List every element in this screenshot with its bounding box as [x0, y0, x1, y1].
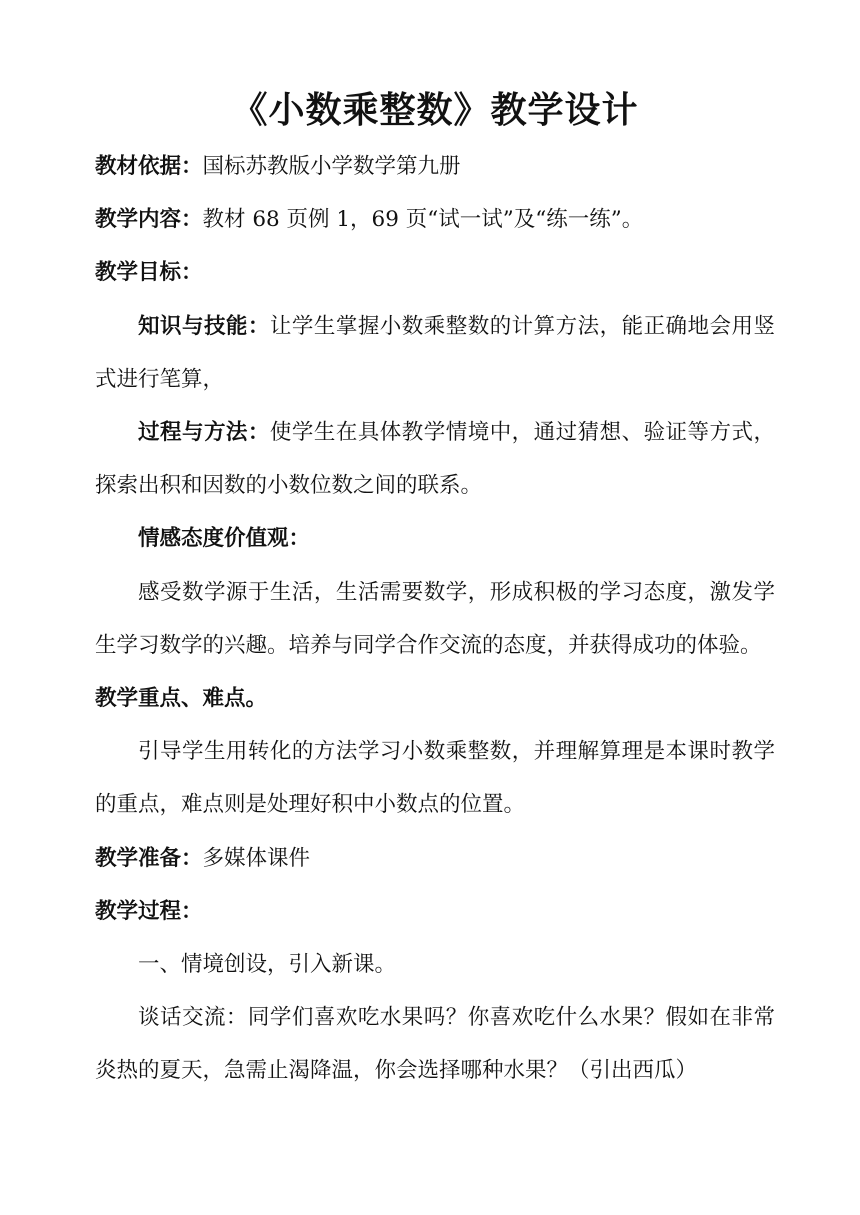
knowledge-skills-label: 知识与技能：	[138, 313, 270, 339]
preparation-label: 教学准备：	[95, 845, 203, 871]
teaching-process-heading	[95, 885, 775, 938]
process-method-paragraph	[95, 406, 775, 512]
teaching-goals-label: 教学目标：	[95, 260, 203, 286]
teaching-goals-heading	[95, 246, 775, 299]
textbook-basis-line	[95, 140, 775, 193]
document-page	[95, 80, 775, 1098]
textbook-basis-value: 国标苏教版小学数学第九册	[202, 154, 461, 179]
step1-detail-paragraph: 谈话交流：同学们喜欢吃水果吗？你喜欢吃什么水果？假如在非常炎热的夏天，急需止渴降温，你会选择哪种水果？（引出西瓜）	[95, 1005, 775, 1084]
preparation-value: 多媒体课件	[202, 845, 311, 871]
textbook-basis-label: 教材依据：	[95, 154, 203, 179]
preparation-line	[95, 832, 775, 885]
emotion-values-label: 情感态度价值观：	[138, 526, 311, 552]
teaching-content-line	[95, 193, 775, 246]
teaching-content-label: 教学内容：	[95, 207, 203, 233]
knowledge-skills-paragraph	[95, 300, 775, 406]
emotion-values-heading	[95, 512, 775, 565]
step1-heading: 一、情境创设，引入新课。	[138, 952, 397, 978]
teaching-content-value: 教材 68 页例 1，69 页“试一试”及“练一练”。	[202, 207, 644, 233]
teaching-process-label: 教学过程：	[95, 898, 203, 924]
key-points-heading	[95, 672, 775, 725]
process-method-value: 使学生在具体教学情境中，通过猜想、验证等方式，探索出积和因数的小数位数之间的联系。	[95, 420, 775, 499]
document-title: 《小数乘整数》教学设计	[231, 89, 639, 131]
key-points-paragraph: 引导学生用转化的方法学习小数乘整数，并理解算理是本课时教学的重点，难点则是处理好积中小数点的位置。	[95, 739, 775, 818]
key-points-label: 教学重点、难点。	[95, 686, 268, 712]
knowledge-skills-value: 让学生掌握小数乘整数的计算方法，能正确地会用竖式进行笔算，	[95, 313, 775, 392]
emotion-values-paragraph: 感受数学源于生活，生活需要数学，形成积极的学习态度，激发学生学习数学的兴趣。培养与同学合作交流的态度，并获得成功的体验。	[95, 579, 775, 658]
process-method-label: 过程与方法：	[138, 420, 270, 446]
